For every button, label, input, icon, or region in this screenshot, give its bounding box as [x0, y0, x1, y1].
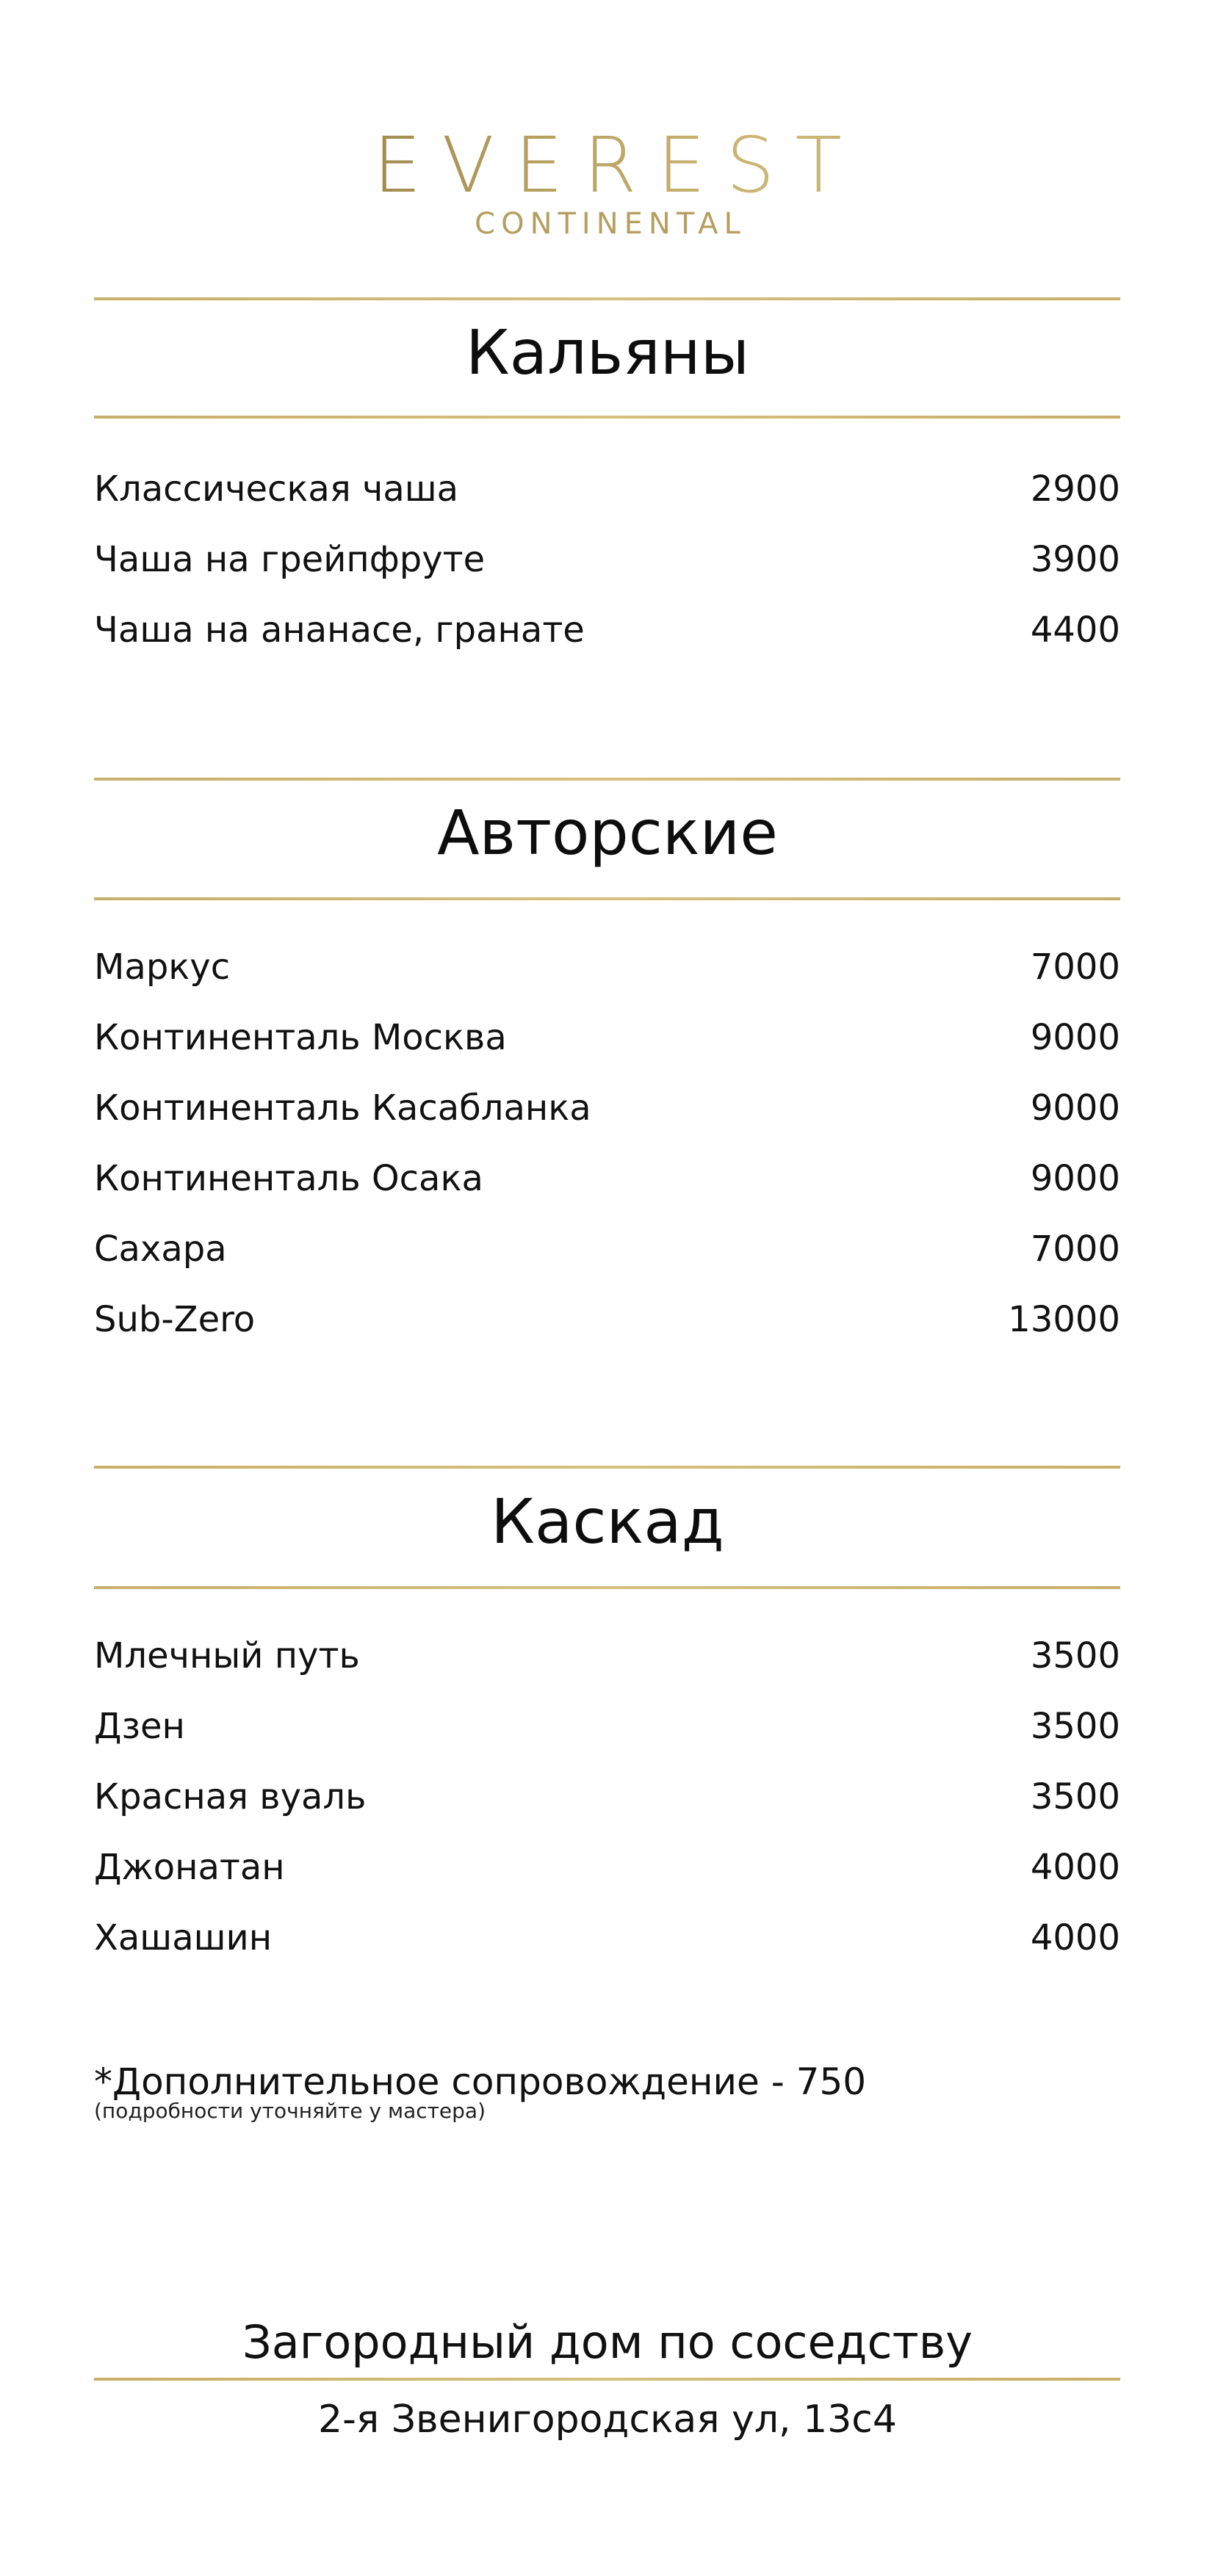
menu-item-name: Континенталь Москва: [94, 1017, 507, 1058]
menu-item: [94, 1845, 1120, 1889]
menu-item: [94, 467, 1120, 511]
menu-item: [94, 1086, 1120, 1130]
menu-item: [94, 1298, 1120, 1342]
menu-item-name: Маркус: [94, 947, 231, 988]
menu-item-name: Континенталь Касабланка: [94, 1088, 591, 1129]
brand-subtitle: CONTINENTAL: [475, 207, 746, 241]
menu-item-price: 7000: [1030, 1229, 1120, 1270]
menu-item: [94, 1775, 1120, 1819]
service-note: *Дополнительное сопровождение - 750: [94, 2061, 867, 2103]
section-title: Каскад: [491, 1486, 724, 1557]
menu-item-name: Красная вуаль: [94, 1776, 367, 1817]
menu-item: [94, 1016, 1120, 1060]
brand-name: EVEREST: [0, 125, 1215, 206]
section-divider: [94, 1586, 1120, 1589]
menu-item-price: 7000: [1030, 947, 1120, 988]
footer-divider: [94, 2378, 1120, 2381]
menu-item-name: Континенталь Осака: [94, 1158, 483, 1199]
section-divider: [94, 778, 1120, 781]
menu-item: [94, 1157, 1120, 1201]
section-title: Кальяны: [465, 316, 750, 388]
menu-item-price: 3500: [1030, 1706, 1120, 1747]
menu-item-price: 4000: [1030, 1917, 1120, 1958]
menu-item-price: 4400: [1030, 609, 1120, 651]
footer-title: Загородный дом по соседству: [242, 2315, 973, 2369]
menu-item-name: Хашашин: [94, 1917, 273, 1958]
menu-item-name: Классическая чаша: [94, 468, 459, 510]
menu-item-name: Млечный путь: [94, 1635, 360, 1676]
menu-item-price: 3500: [1030, 1635, 1120, 1676]
menu-item-price: 3900: [1030, 539, 1120, 580]
menu-item-price: 4000: [1030, 1847, 1120, 1888]
menu-item-name: Дзен: [94, 1706, 185, 1747]
menu-item-name: Сахара: [94, 1229, 227, 1270]
menu-item-name: Чаша на грейпфруте: [94, 539, 486, 580]
menu-item: [94, 1227, 1120, 1271]
menu-item: [94, 538, 1120, 582]
menu-item-price: 3500: [1030, 1776, 1120, 1817]
menu-item: [94, 1634, 1120, 1678]
menu-item: [94, 1916, 1120, 1960]
menu-item-price: 9000: [1030, 1017, 1120, 1058]
menu-item-name: Чаша на ананасе, гранате: [94, 609, 585, 651]
menu-item-name: Джонатан: [94, 1847, 285, 1888]
menu-item-price: 9000: [1030, 1088, 1120, 1129]
menu-item: [94, 1704, 1120, 1748]
service-note-details: (подробности уточняйте у мастера): [94, 2099, 486, 2123]
section-divider: [94, 297, 1120, 300]
footer-address: 2-я Звенигородская ул, 13с4: [318, 2398, 897, 2442]
section-divider: [94, 1466, 1120, 1469]
menu-item: [94, 945, 1120, 989]
menu-item-price: 2900: [1030, 468, 1120, 510]
menu-item-name: Sub-Zero: [94, 1299, 256, 1340]
section-title: Авторские: [437, 797, 778, 869]
brand-logo: [0, 120, 1215, 241]
menu-item-price: 9000: [1030, 1158, 1120, 1199]
section-divider: [94, 416, 1120, 419]
menu-item: [94, 608, 1120, 652]
menu-item-price: 13000: [1008, 1299, 1120, 1340]
section-divider: [94, 897, 1120, 900]
